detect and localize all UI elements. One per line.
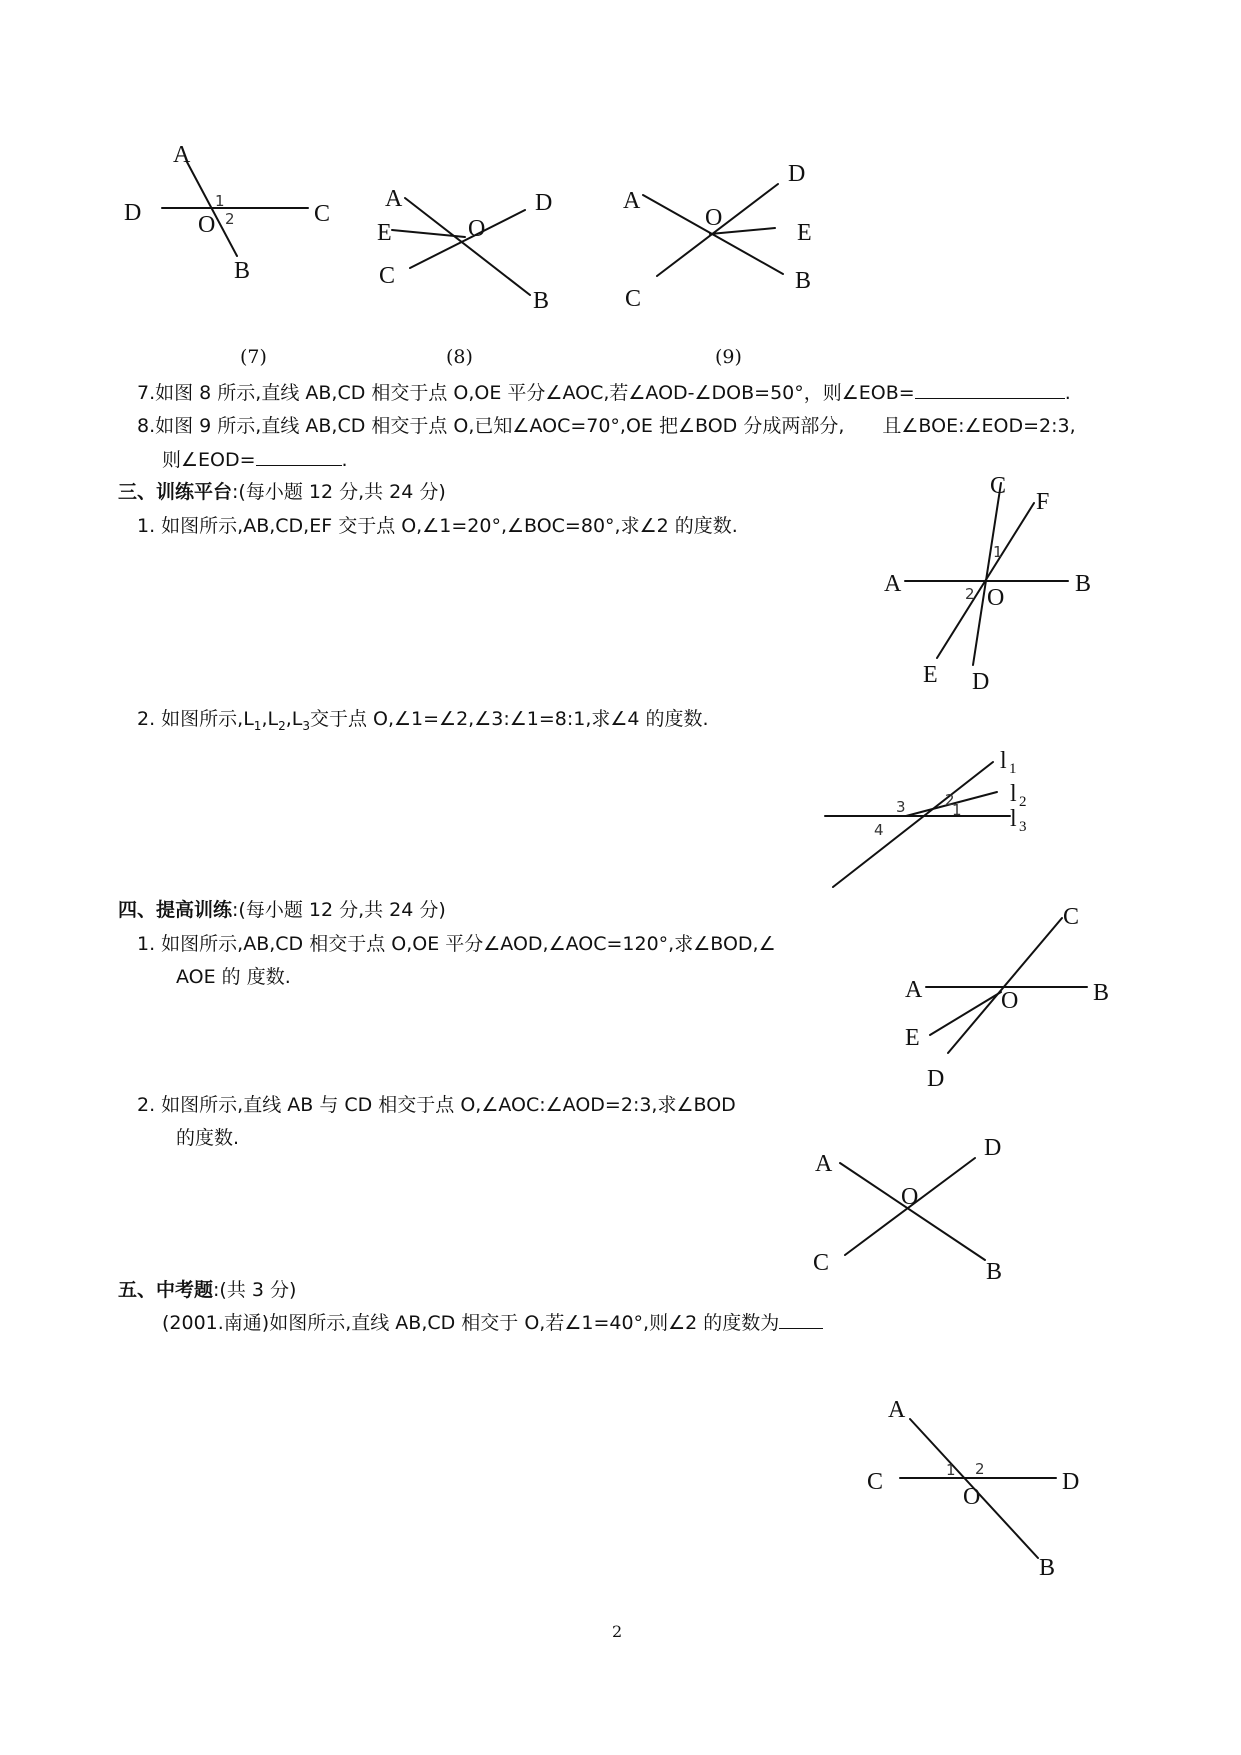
fig9-caption: (9) bbox=[715, 346, 742, 368]
s5f-label-O: O bbox=[963, 1484, 981, 1510]
s3f2-l3-sub: 3 bbox=[1019, 819, 1027, 835]
fig7-label-B: B bbox=[234, 258, 251, 284]
section-5-answer-blank[interactable] bbox=[779, 1309, 823, 1329]
section-4-q2-line2: 的度数. bbox=[176, 1127, 240, 1149]
section-5-figure bbox=[860, 1395, 1100, 1585]
s3f1-label-E: E bbox=[923, 662, 938, 688]
section-5-q-text: (2001.南通)如图所示,直线 AB,CD 相交于 O,若∠1=40°,则∠2 的度数为 bbox=[162, 1312, 780, 1334]
section-3-q2-comma1: ,L bbox=[261, 708, 279, 730]
s4f2-label-A: A bbox=[815, 1151, 833, 1177]
s5f-label-B: B bbox=[1039, 1555, 1056, 1581]
section-4-heading bbox=[118, 895, 446, 922]
section-3-title: 三、训练平台 bbox=[118, 481, 233, 503]
fig9-label-C: C bbox=[625, 286, 642, 312]
fig7-angle-1: 1 bbox=[215, 192, 225, 210]
s3f2-l1: l bbox=[1000, 748, 1007, 774]
s5f-label-C: C bbox=[867, 1469, 884, 1495]
fig8-label-D: D bbox=[535, 190, 553, 216]
s3f2-angle-4: 4 bbox=[874, 821, 884, 839]
s3f1-label-C: C bbox=[990, 473, 1007, 499]
s3f2-l1-sub: 1 bbox=[1009, 761, 1017, 777]
s3f1-angle-1: 1 bbox=[993, 543, 1003, 561]
fig7-label-C: C bbox=[314, 201, 331, 227]
fig8-label-E: E bbox=[377, 220, 392, 246]
section-3-q2-pre: 2. 如图所示,L bbox=[137, 708, 254, 730]
problem-8-ask: 则∠EOD= bbox=[162, 449, 256, 471]
s4f1-label-D: D bbox=[927, 1066, 945, 1092]
section-3-q2-sub3: 3 bbox=[302, 718, 310, 733]
s3f1-label-A: A bbox=[884, 571, 902, 597]
fig7-angle-2: 2 bbox=[225, 210, 235, 228]
figure-8 bbox=[370, 160, 590, 320]
section-5-note: :(共 3 分) bbox=[213, 1279, 297, 1301]
section-4-q1-line2: AOE 的 度数. bbox=[176, 966, 291, 988]
section-3-q1: 1. 如图所示,AB,CD,EF 交于点 O,∠1=20°,∠BOC=80°,求∠2 的度数. bbox=[137, 515, 738, 537]
s3f2-angle-2: 2 bbox=[945, 791, 955, 809]
section-4-q2-line1: 2. 如图所示,直线 AB 与 CD 相交于点 O,∠AOC:∠AOD=2:3,求∠BOD bbox=[137, 1094, 736, 1116]
s4f1-label-A: A bbox=[905, 977, 923, 1003]
figure-7 bbox=[124, 140, 331, 310]
problem-7-text: 7.如图 8 所示,直线 AB,CD 相交于点 O,OE 平分∠AOC,若∠AOD-∠DOB=50°，则∠EOB= bbox=[137, 382, 915, 404]
section-4-note: :(每小题 12 分,共 24 分) bbox=[232, 899, 446, 921]
s3f1-label-D: D bbox=[972, 669, 990, 695]
s5f-angle-1: 1 bbox=[946, 1461, 956, 1479]
s5f-angle-2: 2 bbox=[975, 1460, 985, 1478]
section-4-q1-line1: 1. 如图所示,AB,CD 相交于点 O,OE 平分∠AOD,∠AOC=120°,求∠BOD,∠ bbox=[137, 933, 776, 955]
section-5-q bbox=[162, 1308, 823, 1335]
s4f2-label-O: O bbox=[901, 1184, 919, 1210]
s3f2-l3: l bbox=[1010, 806, 1017, 832]
problem-8-answer-blank[interactable] bbox=[256, 446, 342, 466]
section-5-heading bbox=[118, 1275, 296, 1302]
figure-9 bbox=[615, 150, 835, 320]
section-3-note: :(每小题 12 分,共 24 分) bbox=[232, 481, 446, 503]
fig9-label-E: E bbox=[797, 220, 812, 246]
section-3-q2-comma2: ,L bbox=[285, 708, 303, 730]
section-5-title: 五、中考题 bbox=[118, 1279, 214, 1301]
section-3-heading bbox=[118, 477, 446, 504]
problem-8-end: . bbox=[341, 449, 348, 471]
problem-7-end: . bbox=[1064, 382, 1071, 404]
section-3-q2 bbox=[137, 704, 709, 733]
s5f-label-A: A bbox=[888, 1397, 906, 1423]
fig7-label-A: A bbox=[173, 142, 191, 168]
s4f2-label-B: B bbox=[986, 1259, 1003, 1285]
s4f2-label-C: C bbox=[813, 1250, 830, 1276]
s4f2-label-D: D bbox=[984, 1135, 1002, 1161]
section-3-figure-2 bbox=[820, 735, 1070, 900]
section-4-figure-1 bbox=[895, 895, 1115, 1100]
fig8-label-O: O bbox=[468, 216, 486, 242]
s3f1-angle-2: 2 bbox=[965, 585, 975, 603]
s4f1-label-C: C bbox=[1063, 904, 1080, 930]
problem-8-line1 bbox=[137, 411, 1076, 438]
s3f2-angle-3: 3 bbox=[896, 798, 906, 816]
section-4-title: 四、提高训练 bbox=[118, 899, 233, 921]
problem-7-answer-blank[interactable] bbox=[915, 379, 1065, 399]
problem-8-text: 8.如图 9 所示,直线 AB,CD 相交于点 O,已知∠AOC=70°,OE 把∠BOD 分成两部分, bbox=[137, 415, 845, 437]
fig8-label-A: A bbox=[385, 186, 403, 212]
fig7-label-O: O bbox=[198, 212, 216, 238]
section-3-q2-post: 交于点 O,∠1=∠2,∠3:∠1=8:1,求∠4 的度数. bbox=[309, 708, 709, 730]
page-number: 2 bbox=[612, 1622, 623, 1641]
s3f2-l2: l bbox=[1010, 781, 1017, 807]
s4f1-label-O: O bbox=[1001, 988, 1019, 1014]
fig7-label-D: D bbox=[124, 200, 142, 226]
fig7-caption: (7) bbox=[240, 346, 267, 368]
problem-8-line2 bbox=[162, 445, 348, 472]
fig8-caption: (8) bbox=[446, 346, 473, 368]
fig9-label-B: B bbox=[795, 268, 812, 294]
s4f1-label-E: E bbox=[905, 1025, 920, 1051]
section-3-q2-sub2: 2 bbox=[278, 718, 286, 733]
section-3-q2-sub1: 1 bbox=[253, 718, 262, 733]
fig8-label-B: B bbox=[533, 288, 550, 314]
s3f1-label-B: B bbox=[1075, 571, 1092, 597]
fig9-label-O: O bbox=[705, 205, 723, 231]
problem-7 bbox=[137, 378, 1071, 405]
s3f2-angle-1: 1 bbox=[952, 801, 962, 819]
fig9-label-D: D bbox=[788, 161, 806, 187]
problem-8-ratio: 且∠BOE:∠EOD=2:3, bbox=[882, 415, 1076, 437]
s3f2-l2-sub: 2 bbox=[1019, 794, 1027, 810]
section-4-figure-2 bbox=[810, 1125, 1030, 1290]
fig9-label-A: A bbox=[623, 188, 641, 214]
s5f-label-D: D bbox=[1062, 1469, 1080, 1495]
s3f1-label-F: F bbox=[1036, 489, 1050, 515]
fig8-label-C: C bbox=[379, 263, 396, 289]
s3f1-label-O: O bbox=[987, 585, 1005, 611]
s4f1-label-B: B bbox=[1093, 980, 1110, 1006]
section-3-figure-1 bbox=[880, 475, 1110, 700]
